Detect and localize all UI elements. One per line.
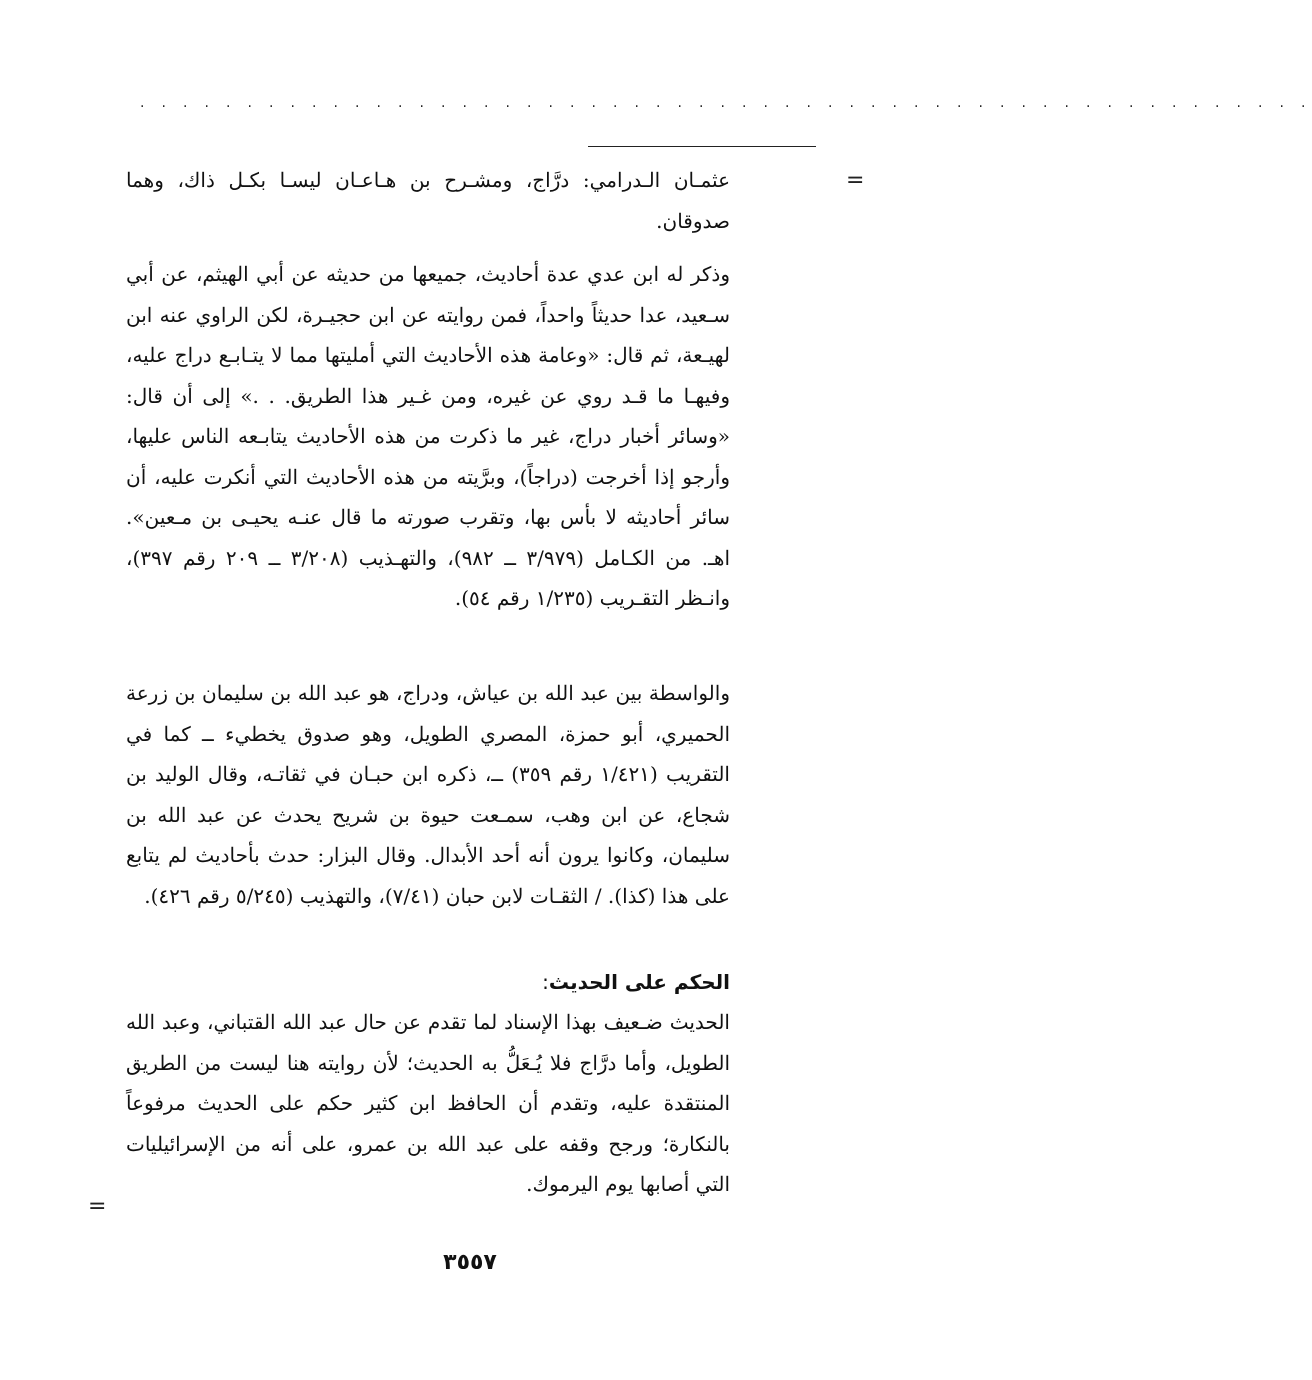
dotted-separator: . . . . . . . . . . . . . . . . . . . . . . . . . . . . . . . . . . . . . . . . . . . . . . . . . . . . . . . <box>140 95 1312 111</box>
continuation-mark-bottom: = <box>88 1194 107 1219</box>
footnote-paragraph-2 <box>126 254 730 619</box>
ruling-heading-text: الحكم على الحديث <box>548 970 730 994</box>
paragraph-text: عثمـان الـدرامي: درَّاج، ومشـرح بن هـاعـان ليسـا بكـل ذاك، وهما صدوقان. <box>126 168 730 233</box>
ruling-paragraph <box>126 1002 730 1205</box>
ruling-heading <box>126 964 730 1000</box>
footnote-paragraph-3 <box>126 673 730 916</box>
paragraph-text: وذكر له ابن عدي عدة أحاديث، جميعها من حديثه عن أبي الهيثم، عن أبي سـعيد، عدا حديثاً واحداً، فمن روايته عن ابن حجيـرة، لكن الراوي عنه ابن لهيـعة، ثم قال: «وعامة هذه الأحاديث التي أمليتها مما لا يتـابـع دراج عليه، وفيهـا ما قـد روي عن غيره، ومن غـير هذا الطريق. . .» إلى أن قال: «وسائر أخبار دراج، غير ما ذكرت من هذه الأحاديث يتابـعه الناس عليها، وأرجو إذا أخرجت (دراجاً)، وبرَّيته من هذه الأحاديث التي أنكرت عليه، أن سائر أحاديثه لا بأس بها، وتقرب صورته ما قال عنـه يحيـى بن مـعين». اهـ. من الكـامل (٣/٩٧٩ ــ ٩٨٢)، والتهـذيب (٣/٢٠٨ ــ ٢٠٩ رقم ٣٩٧)، وانـظر التقـريب (١/٢٣٥ رقم ٥٤). <box>126 262 731 610</box>
footnote-rule <box>588 146 816 147</box>
page-number: ٣٥٥٧ <box>443 1250 497 1275</box>
continuation-mark-top: = <box>846 168 865 193</box>
footnote-paragraph-1 <box>126 160 730 241</box>
paragraph-text: والواسطة بين عبد الله بن عياش، ودراج، هو عبد الله بن سليمان بن زرعة الحميري، أبو حمزة، المصري الطويل، وهو صدوق يخطيء ــ كما في التقريب (١/٤٢١ رقم ٣٥٩) ــ، ذكره ابن حبـان في ثقاتـه، وقال الوليد بن شجاع، عن ابن وهب، سمـعت حيوة بن شريح يحدث عن عبد الله بن سليمان، وكانوا يرون أنه أحد الأبدال. وقال البزار: حدث بأحاديث لم يتابع على هذا (كذا). / الثقـات لابن حبان (٧/٤١)، والتهذيب (٥/٢٤٥ رقم ٤٢٦). <box>126 681 730 908</box>
ruling-heading-colon: : <box>542 970 549 994</box>
paragraph-text: الحديث ضـعيف بهذا الإسناد لما تقدم عن حال عبد الله القتباني، وعبد الله الطويل، وأما درَّاج فلا يُـعَلُّ به الحديث؛ لأن روايته هنا ليست من الطريق المنتقدة عليه، وتقدم أن الحافظ ابن كثير حكم على الحديث مرفوعاً بالنكارة؛ ورجح وقفه على عبد الله بن عمرو، على أنه من الإسرائيليات التي أصابها يوم اليرموك. <box>126 1010 730 1196</box>
